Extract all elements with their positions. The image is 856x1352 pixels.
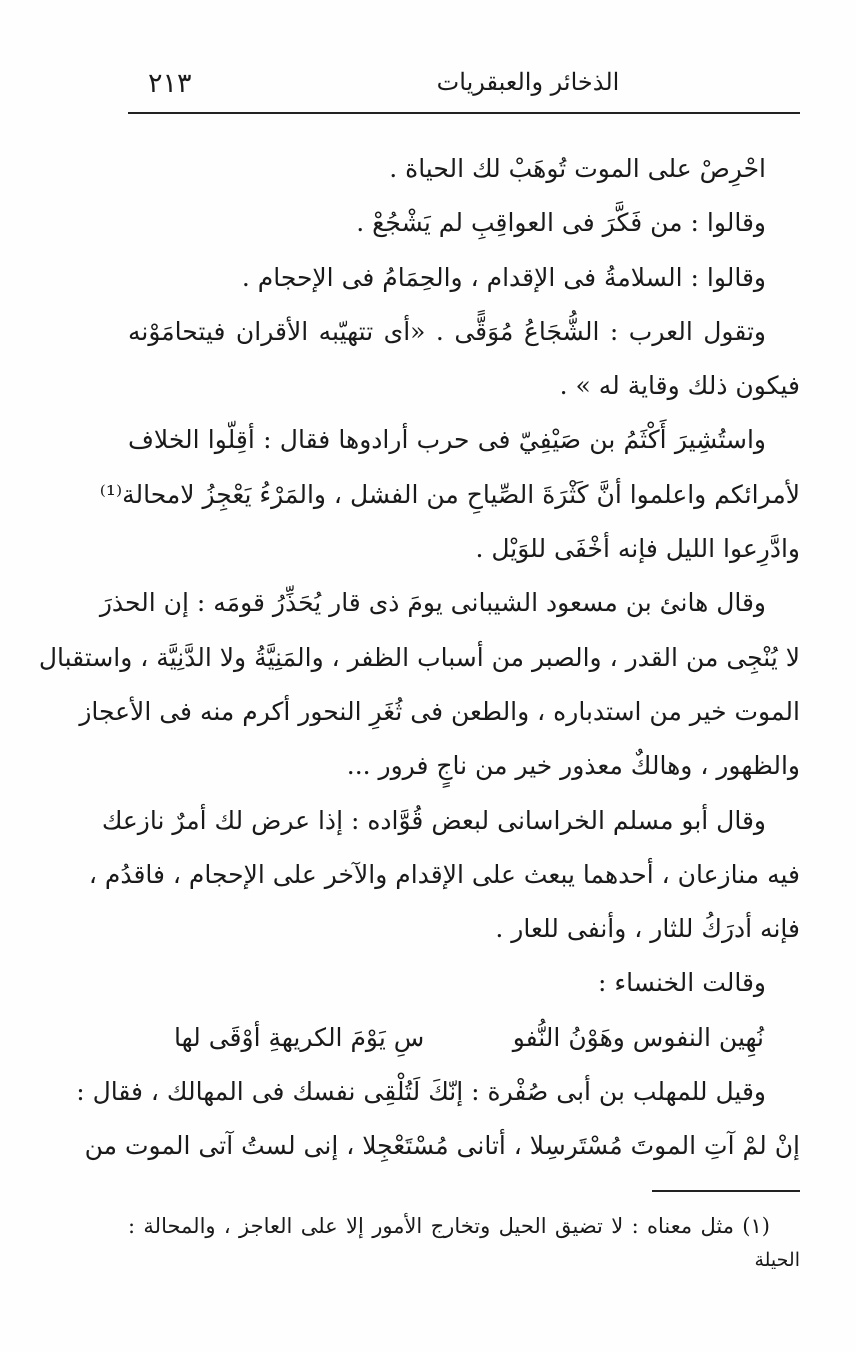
text-line: فيه منازعان ، أحدهما يبعث على الإقدام والآخر على الإحجام ، فاقدُم ، [88, 859, 800, 889]
text-line: وقيل للمهلب بن أبى صُفْرة : إنّكَ لَتُلْقِى نفسك فى المهالك ، فقال : [76, 1077, 766, 1107]
text-line: وقال أبو مسلم الخراسانى لبعض قُوَّاده : إذا عرض لك أمرٌ نازعك [101, 805, 766, 835]
text-line: وقالوا : السلامةُ فى الإقدام ، والحِمَامُ فى الإحجام . [241, 262, 766, 292]
poem-right-hemistich: نُهِين النفوس وهَوْنُ النُّفو [512, 1022, 764, 1052]
text-line: والظهور ، وهالكٌ معذور خير من ناجٍ فرور ... [346, 751, 800, 781]
text-line: فإنه أدرَكُ للثار ، وأنفى للعار . [495, 914, 800, 944]
running-title: الذخائر والعبقريات [436, 68, 620, 96]
text-line: وقالت الخنساء : [597, 968, 766, 998]
page-header [128, 66, 800, 110]
text-line: وادَّرِعوا الليل فإنه أخْفَى للوَيْل . [475, 534, 800, 564]
text-line: احْرِصْ على الموت تُوهَبْ لك الحياة . [389, 154, 766, 183]
header-rule [128, 112, 800, 114]
text-line: إنْ لمْ آتِ الموتَ مُسْتَرسِلا ، أتانى مُسْتَعْجِلا ، إنى لستُ آتى الموت من [84, 1131, 800, 1161]
footnote-rule [652, 1190, 800, 1192]
poem-left-hemistich: سِ يَوْمَ الكريهةِ أوْقَى لها [174, 1022, 425, 1052]
text-line: وقال هانئ بن مسعود الشيبانى يومَ ذى قار يُحَذِّرُ قومَه : إن الحذرَ [99, 588, 766, 618]
text-line: لأمرائكم واعلموا أنَّ كَثْرَةَ الصِّياحِ من الفشل ، والمَرْءُ يَعْجِزُ لامحالة⁽¹⁾ [99, 479, 800, 509]
text-line: واستُشِيرَ أَكْثَمُ بن صَيْفِيّ فى حرب أرادوها فقال : أقِلّوا الخلاف [128, 425, 766, 455]
text-line: لا يُنْجِى من القدر ، والصبر من أسباب الظفر ، والمَنِيَّةُ ولا الدَّنِيَّة ، واستقبال [38, 642, 800, 672]
footnote-line: (١) مثل معناه : لا تضيق الحيل وتخارج الأمور إلا على العاجز ، والمحالة : [128, 1214, 770, 1238]
text-line: وتقول العرب : الشُّجَاعُ مُوَقًّى . «أى تتهيّبه الأقران فيتحامَوْنه [128, 316, 766, 346]
text-line: وقالوا : من فَكَّرَ فى العواقِبِ لم يَشْجُعْ . [356, 208, 766, 238]
footnote-line-continued: الحيلة [754, 1249, 800, 1271]
body-text [38, 142, 800, 1174]
text-line: فيكون ذلك وقاية له » . [559, 371, 800, 401]
footnote [128, 1206, 800, 1274]
text-line: الموت خير من استدباره ، والطعن فى ثُغَرِ النحور أكرم منه فى الأعجاز [79, 696, 800, 726]
page-number: ٢١٣ [148, 68, 192, 99]
poem-verse [128, 1011, 800, 1065]
